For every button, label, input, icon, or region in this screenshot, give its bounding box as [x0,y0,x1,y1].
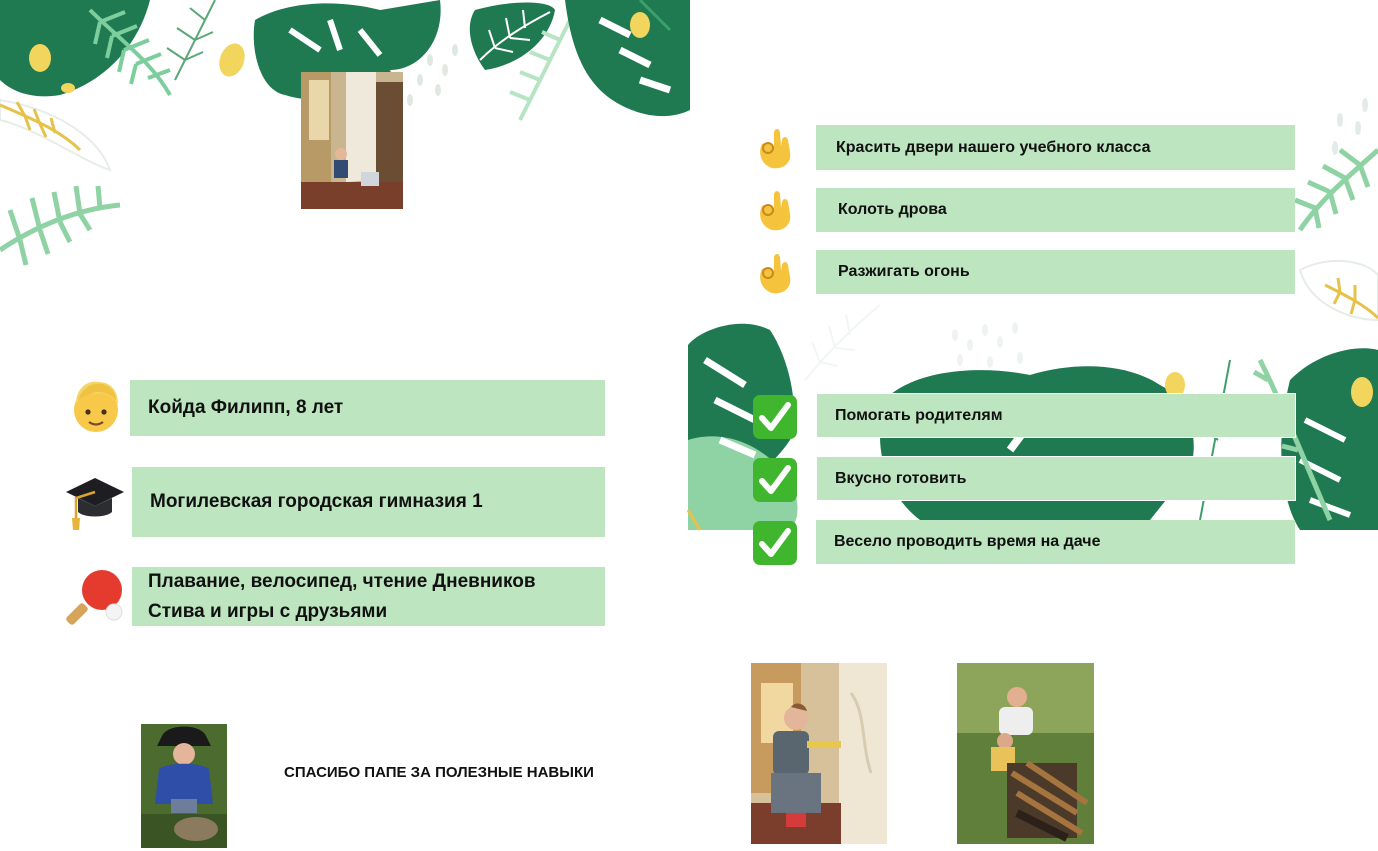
skill-chop-wood [816,188,1295,232]
boy-face-icon [68,378,124,436]
result-fun-dacha [816,520,1295,564]
check-mark-icon [752,394,798,440]
result-fun-dacha-text: Весело проводить время на даче [834,533,1101,550]
skill-light-fire [816,250,1295,294]
photo-boy-screwdriver-door [751,663,887,844]
info-school-text: Могилевская городская гимназия 1 [150,491,483,512]
ping-pong-icon [64,568,126,626]
ok-hand-icon [754,249,794,295]
skill-light-fire-text: Разжигать огонь [838,263,970,280]
result-cook-tasty-text: Вкусно готовить [835,469,967,487]
skill-chop-wood-text: Колоть дрова [838,201,947,218]
skill-paint-doors [816,125,1295,170]
graduation-cap-icon [64,472,126,532]
skill-paint-doors-text: Красить двери нашего учебного класса [836,138,1151,156]
thanks-text: СПАСИБО ПАПЕ ЗА ПОЛЕЗНЫЕ НАВЫКИ [284,764,594,781]
photo-boy-outdoors [141,724,227,848]
info-name-age-text: Койда Филипп, 8 лет [148,397,344,418]
check-mark-icon [752,520,798,566]
ok-hand-icon [754,124,794,170]
results-heading-partial: ульта [1043,336,1121,367]
info-school [132,467,605,537]
photo-father-son-firewood [957,663,1094,844]
info-hobbies-text: Плавание, велосипед, чтение Дневников Стива и игры с друзьями [148,570,536,622]
check-mark-icon [752,457,798,503]
ok-hand-icon [754,186,794,232]
result-help-parents [816,393,1296,438]
info-hobbies [132,567,605,626]
photo-painting-door [301,72,403,209]
info-name-age [130,380,605,436]
result-cook-tasty [816,456,1296,501]
result-help-parents-text: Помогать родителям [835,406,1003,424]
